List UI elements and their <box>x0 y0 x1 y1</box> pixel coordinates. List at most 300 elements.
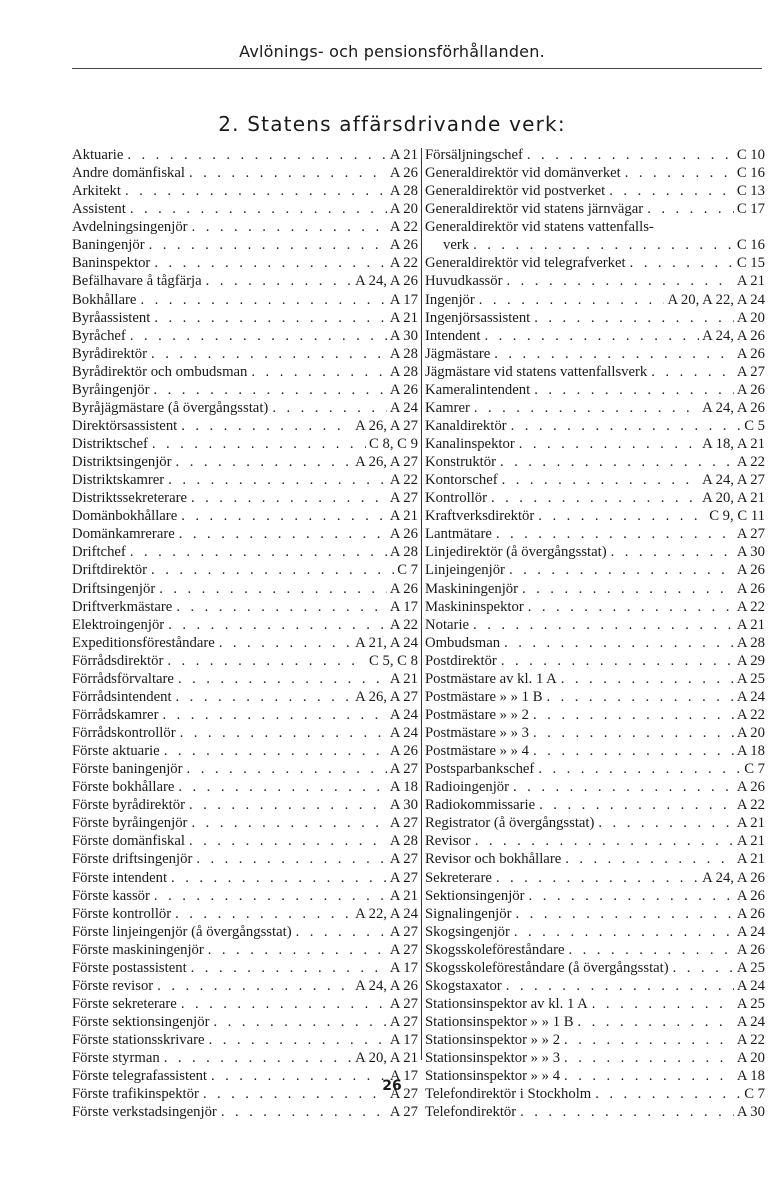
entry-reference: A 18, A 21 <box>702 436 765 452</box>
entry-reference: A 22 <box>736 598 765 615</box>
entry-reference: A 26 <box>736 887 765 904</box>
entry-title: Skogsingenjör <box>425 923 510 940</box>
index-entry <box>425 345 765 363</box>
entry-title: Förste driftsingenjör <box>72 851 193 868</box>
dot-leader <box>502 977 734 995</box>
entry-title: Aktuarie <box>72 147 124 163</box>
index-entry <box>425 561 765 579</box>
index-entry <box>425 706 765 724</box>
entry-title: Expeditionsföreståndare <box>72 634 215 651</box>
dot-leader <box>530 309 734 327</box>
index-entry <box>425 887 765 905</box>
index-entry <box>425 1031 765 1049</box>
entry-title: Förste sektionsingenjör <box>72 1014 210 1030</box>
index-entry <box>425 399 765 417</box>
dot-leader <box>268 399 387 417</box>
entry-title: Befälhavare å tågfärja <box>72 273 202 290</box>
entry-reference: A 30 <box>736 1104 765 1121</box>
index-entry <box>72 706 418 724</box>
entry-title: Baninspektor <box>72 255 151 272</box>
entry-reference: A 26 <box>389 580 418 597</box>
index-entry <box>425 869 765 887</box>
entry-title: Sektionsingenjör <box>425 887 525 904</box>
index-entry <box>425 580 765 598</box>
dot-leader <box>185 796 387 814</box>
dot-leader <box>469 236 734 254</box>
entry-reference: C 9, C 11 <box>709 508 765 525</box>
dot-leader <box>147 345 387 363</box>
index-entry <box>425 670 765 688</box>
index-entry <box>425 471 765 489</box>
entry-title: Postdirektör <box>425 652 497 669</box>
dot-leader <box>164 616 387 634</box>
entry-title: Ombudsman <box>425 634 501 651</box>
entry-reference: A 21 <box>389 887 418 904</box>
entry-title: Förste bokhållare <box>72 779 175 796</box>
index-entry <box>425 525 765 543</box>
dot-leader <box>163 652 366 670</box>
dot-leader <box>183 760 387 778</box>
entry-title: Förste revisor <box>72 977 154 994</box>
dot-leader <box>543 688 734 706</box>
dot-leader <box>529 742 734 760</box>
entry-reference: A 24 <box>736 688 765 705</box>
dot-leader <box>188 218 387 236</box>
entry-title: Jägmästare <box>425 345 491 362</box>
index-entry <box>72 580 418 598</box>
dot-leader <box>507 417 742 435</box>
entry-reference: A 28 <box>736 634 765 651</box>
index-entry <box>425 489 765 507</box>
entry-title: Driftdirektör <box>72 562 148 579</box>
dot-leader <box>172 453 353 471</box>
dot-leader <box>669 959 734 977</box>
dot-leader <box>487 489 699 507</box>
dot-leader <box>557 670 734 688</box>
entry-title: Intendent <box>425 327 481 344</box>
entry-reference: A 22 <box>389 472 418 489</box>
entry-title: Förste postassistent <box>72 959 187 976</box>
dot-leader <box>171 905 352 923</box>
dot-leader <box>605 182 734 200</box>
entry-reference: A 27 <box>389 1014 418 1030</box>
page-number: 26 <box>382 1078 402 1094</box>
index-entry <box>72 435 418 453</box>
entry-title: Förrådsintendent <box>72 688 172 705</box>
entry-title: Postsparbankschef <box>425 761 535 778</box>
index-entry <box>425 236 765 254</box>
entry-title: verk <box>443 237 470 254</box>
dot-leader <box>177 417 352 435</box>
entry-title: Linjeingenjör <box>425 562 505 579</box>
index-entry <box>72 309 418 327</box>
dot-leader <box>470 399 699 417</box>
entry-title: Ingenjör <box>425 291 475 308</box>
index-entry <box>72 616 418 634</box>
entry-reference: C 7 <box>744 1086 765 1103</box>
entry-title: Andre domänfiskal <box>72 165 185 182</box>
index-entry <box>425 363 765 381</box>
entry-title: Förste byrådirektör <box>72 797 185 814</box>
index-entry <box>72 869 418 887</box>
entry-reference: A 21 <box>736 815 765 832</box>
entry-title: Generaldirektör vid domänverket <box>425 165 621 182</box>
entry-reference: A 22 <box>389 255 418 272</box>
entry-reference: A 24 <box>736 1014 765 1030</box>
index-entry <box>72 941 418 959</box>
index-entry <box>425 959 765 977</box>
entry-reference: A 25 <box>736 959 765 976</box>
entry-reference: A 27 <box>389 869 418 886</box>
entry-title: Elektroingenjör <box>72 616 165 633</box>
dot-leader <box>185 164 387 182</box>
entry-title: Postmästare » » 3 <box>425 725 530 741</box>
dot-leader <box>626 254 734 272</box>
entry-title: Lantmätare <box>425 526 492 543</box>
dot-leader <box>524 598 734 616</box>
dot-leader <box>594 814 733 832</box>
index-entry <box>72 887 418 905</box>
dot-leader <box>498 471 700 489</box>
index-entry <box>72 688 418 706</box>
index-entry <box>425 634 765 652</box>
dot-leader <box>209 1013 386 1031</box>
dot-leader <box>574 1013 734 1031</box>
entry-reference: A 30 <box>736 544 765 561</box>
entry-title: Domänbokhållare <box>72 508 178 525</box>
dot-leader <box>187 959 387 977</box>
entry-title: Kontrollör <box>425 490 488 507</box>
entry-title: Kamrer <box>425 399 470 416</box>
dot-leader <box>126 543 387 561</box>
dot-leader <box>496 453 734 471</box>
entry-reference: C 16 <box>736 165 765 182</box>
dot-leader <box>160 742 387 760</box>
index-entry <box>72 254 418 272</box>
index-entry <box>72 1013 418 1031</box>
entry-reference: A 17 <box>389 959 418 976</box>
entry-reference: A 18 <box>736 1068 765 1085</box>
dot-leader <box>292 923 387 941</box>
entry-reference: A 27 <box>389 761 418 778</box>
index-entry <box>72 272 418 290</box>
entry-reference: C 15 <box>736 255 765 272</box>
index-entry <box>72 652 418 670</box>
index-entry <box>425 905 765 923</box>
entry-reference: A 21 <box>389 309 418 326</box>
dot-leader <box>177 507 387 525</box>
dot-leader <box>529 706 734 724</box>
entry-reference: A 20, A 21 <box>355 1050 418 1067</box>
entry-reference: A 24, A 26 <box>702 869 765 886</box>
entry-title: Stationsinspektor av kl. 1 A <box>425 995 588 1012</box>
index-entry <box>425 1013 765 1031</box>
entry-title: Stationsinspektor » » 3 <box>425 1050 561 1067</box>
entry-reference: A 26 <box>736 779 765 796</box>
entry-title: Maskininspektor <box>425 598 524 615</box>
dot-leader <box>192 850 387 868</box>
index-entry <box>72 724 418 742</box>
dot-leader <box>202 272 353 290</box>
dot-leader <box>534 507 706 525</box>
index-entry <box>425 291 765 309</box>
entry-title: Radiokommissarie <box>425 797 536 814</box>
dot-leader <box>500 634 734 652</box>
entry-title: Byrådirektör och ombudsman <box>72 363 248 380</box>
index-entry <box>425 796 765 814</box>
entry-reference: A 17 <box>389 1068 418 1085</box>
entry-title: Förste aktuarie <box>72 743 160 760</box>
entry-title: Förste sekreterare <box>72 995 177 1012</box>
index-entry <box>425 417 765 435</box>
index-entry <box>72 399 418 417</box>
entry-title: Förste linjeingenjör (å övergångsstat) <box>72 923 292 940</box>
entry-reference: C 17 <box>736 201 765 218</box>
entry-reference: C 5, C 8 <box>369 652 418 669</box>
entry-title: Generaldirektör vid telegrafverket <box>425 255 626 272</box>
entry-reference: A 26 <box>389 237 418 254</box>
entry-reference: A 25 <box>736 670 765 687</box>
index-entry <box>425 200 765 218</box>
dot-leader <box>492 525 734 543</box>
index-entry <box>425 453 765 471</box>
dot-leader <box>136 291 386 309</box>
entry-reference: A 24, A 26 <box>702 399 765 416</box>
index-entry <box>425 164 765 182</box>
index-entry <box>72 164 418 182</box>
entry-reference: A 28 <box>389 544 418 561</box>
dot-leader <box>588 995 734 1013</box>
index-entry <box>72 1031 418 1049</box>
entry-reference: C 16 <box>736 237 765 254</box>
entry-reference: A 27 <box>736 363 765 380</box>
entry-title: Förste baningenjör <box>72 761 183 778</box>
dot-leader <box>187 814 386 832</box>
entry-reference: C 7 <box>397 562 418 579</box>
entry-reference: A 28 <box>389 183 418 200</box>
dot-leader <box>126 327 387 345</box>
entry-title: Domänkamrerare <box>72 526 175 543</box>
entry-title: Förste maskiningenjör <box>72 941 204 958</box>
entry-reference: A 30 <box>389 327 418 344</box>
dot-leader <box>560 1031 734 1049</box>
index-entry <box>425 832 765 850</box>
entry-title: Förste intendent <box>72 869 168 886</box>
entry-title: Notarie <box>425 616 470 633</box>
entry-title: Telefondirektör <box>425 1104 517 1121</box>
entry-reference: A 30 <box>389 797 418 814</box>
dot-leader <box>150 254 387 272</box>
left-column <box>72 146 418 1121</box>
dot-leader <box>525 887 734 905</box>
index-entry <box>425 182 765 200</box>
entry-reference: A 27 <box>389 995 418 1012</box>
entry-title: Bokhållare <box>72 291 137 308</box>
dot-leader <box>174 778 386 796</box>
index-entry <box>72 417 418 435</box>
dot-leader <box>607 543 734 561</box>
entry-title: Telefondirektör i Stockholm <box>425 1086 592 1103</box>
entry-title: Driftsingenjör <box>72 580 156 597</box>
dot-leader <box>126 200 387 218</box>
entry-title: Distriktssekreterare <box>72 490 188 507</box>
index-entry <box>425 742 765 760</box>
entry-title: Avdelningsingenjör <box>72 219 188 236</box>
dot-leader <box>471 832 734 850</box>
dot-leader <box>497 652 734 670</box>
entry-title: Kanalinspektor <box>425 436 515 452</box>
index-entry <box>72 742 418 760</box>
index-entry <box>72 236 418 254</box>
entry-reference: A 26 <box>736 562 765 579</box>
index-entry <box>72 561 418 579</box>
index-entry <box>72 345 418 363</box>
entry-title: Postmästare » » 2 <box>425 706 530 723</box>
entry-title: Skogsskoleföreståndare <box>425 941 565 958</box>
entry-title: Förste kassör <box>72 887 150 904</box>
dot-leader <box>150 309 387 327</box>
index-entry <box>72 200 418 218</box>
entry-reference: A 28 <box>389 345 418 362</box>
entry-reference: C 13 <box>736 183 765 200</box>
dot-leader <box>164 471 387 489</box>
index-entry <box>425 652 765 670</box>
dot-leader <box>121 182 387 200</box>
entry-reference: A 26, A 27 <box>355 688 418 705</box>
right-column <box>425 146 765 1121</box>
dot-leader <box>147 561 394 579</box>
dot-leader <box>530 381 734 399</box>
dot-leader <box>469 616 734 634</box>
index-entry <box>425 850 765 868</box>
index-entry <box>72 796 418 814</box>
index-entry <box>425 507 765 525</box>
index-entry <box>72 832 418 850</box>
entry-title: Huvudkassör <box>425 273 503 290</box>
index-entry <box>425 1049 765 1067</box>
entry-title: Radioingenjör <box>425 779 510 796</box>
entry-reference: A 21 <box>736 851 765 868</box>
index-entry <box>72 543 418 561</box>
index-entry <box>425 995 765 1013</box>
entry-title: Förste telegrafassistent <box>72 1068 208 1085</box>
header-rule <box>72 68 762 69</box>
dot-leader <box>515 435 699 453</box>
entry-reference: A 24, A 27 <box>702 472 765 489</box>
index-entry <box>72 905 418 923</box>
entry-reference: A 20 <box>736 1050 765 1067</box>
dot-leader <box>150 381 387 399</box>
index-entry <box>425 977 765 995</box>
entry-title: Förste domänfiskal <box>72 833 185 850</box>
entry-title: Byrådirektör <box>72 345 148 362</box>
index-entry <box>72 959 418 977</box>
entry-title: Linjedirektör (å övergångsstat) <box>425 544 607 561</box>
dot-leader <box>185 832 387 850</box>
index-entry <box>72 1049 418 1067</box>
dot-leader <box>621 164 734 182</box>
entry-title: Baningenjör <box>72 237 145 254</box>
dot-leader <box>215 634 352 652</box>
entry-reference: A 21 <box>736 616 765 633</box>
index-entry <box>72 760 418 778</box>
index-entry <box>425 598 765 616</box>
entry-reference: A 29 <box>736 652 765 669</box>
dot-leader <box>503 272 734 290</box>
dot-leader <box>475 291 665 309</box>
entry-reference: A 26 <box>736 941 765 958</box>
entry-title: Förrådsdirektör <box>72 652 164 669</box>
entry-reference: A 24, A 26 <box>355 977 418 994</box>
entry-title: Förste stationsskrivare <box>72 1032 205 1049</box>
dot-leader <box>177 995 387 1013</box>
entry-reference: A 18 <box>736 743 765 760</box>
dot-leader <box>158 706 386 724</box>
entry-reference: A 26 <box>736 580 765 597</box>
entry-reference: A 21 <box>389 670 418 687</box>
index-entry <box>72 507 418 525</box>
entry-reference: A 20, A 21 <box>702 490 765 507</box>
entry-reference: A 21 <box>736 273 765 290</box>
entry-reference: A 22 <box>736 454 765 471</box>
dot-leader <box>205 1031 387 1049</box>
entry-reference: A 24 <box>736 977 765 994</box>
index-entry <box>425 688 765 706</box>
index-entry <box>72 218 418 236</box>
dot-leader <box>204 941 387 959</box>
index-entry <box>72 291 418 309</box>
section-title: 2. Statens affärsdrivande verk: <box>218 112 566 136</box>
dot-leader <box>172 598 387 616</box>
entry-title: Postmästare » » 4 <box>425 743 530 760</box>
entry-reference: A 26, A 27 <box>355 417 418 434</box>
dot-leader <box>534 760 741 778</box>
index-entry <box>425 146 765 164</box>
entry-reference: A 17 <box>389 598 418 615</box>
entry-title: Byråassistent <box>72 309 151 326</box>
dot-leader <box>647 363 734 381</box>
index-entry <box>72 634 418 652</box>
dot-leader <box>516 1103 734 1121</box>
entry-title: Skogsskoleföreståndare (å övergångsstat) <box>425 959 669 976</box>
dot-leader <box>511 905 733 923</box>
entry-reference: A 24 <box>389 399 418 416</box>
entry-title: Sekreterare <box>425 869 492 886</box>
index-entry <box>425 381 765 399</box>
entry-reference: A 27 <box>389 1104 418 1121</box>
index-entry <box>425 814 765 832</box>
entry-reference: A 26, A 27 <box>355 454 418 471</box>
dot-leader <box>175 525 387 543</box>
entry-title: Direktörsassistent <box>72 417 178 434</box>
dot-leader <box>505 561 734 579</box>
entry-title: Konstruktör <box>425 454 496 471</box>
dot-leader <box>247 363 386 381</box>
entry-reference: A 18 <box>389 779 418 796</box>
entry-title: Förste byråingenjör <box>72 815 188 832</box>
index-entry <box>425 327 765 345</box>
dot-leader <box>176 724 387 742</box>
dot-leader <box>174 670 387 688</box>
entry-title: Kameralintendent <box>425 381 531 398</box>
index-entry <box>72 525 418 543</box>
dot-leader <box>523 146 734 164</box>
entry-title: Stationsinspektor » » 4 <box>425 1068 561 1085</box>
entry-title: Förrådskamrer <box>72 706 159 723</box>
entry-title: Registrator (å övergångsstat) <box>425 815 595 832</box>
dot-leader <box>492 869 699 887</box>
index-entry <box>425 254 765 272</box>
